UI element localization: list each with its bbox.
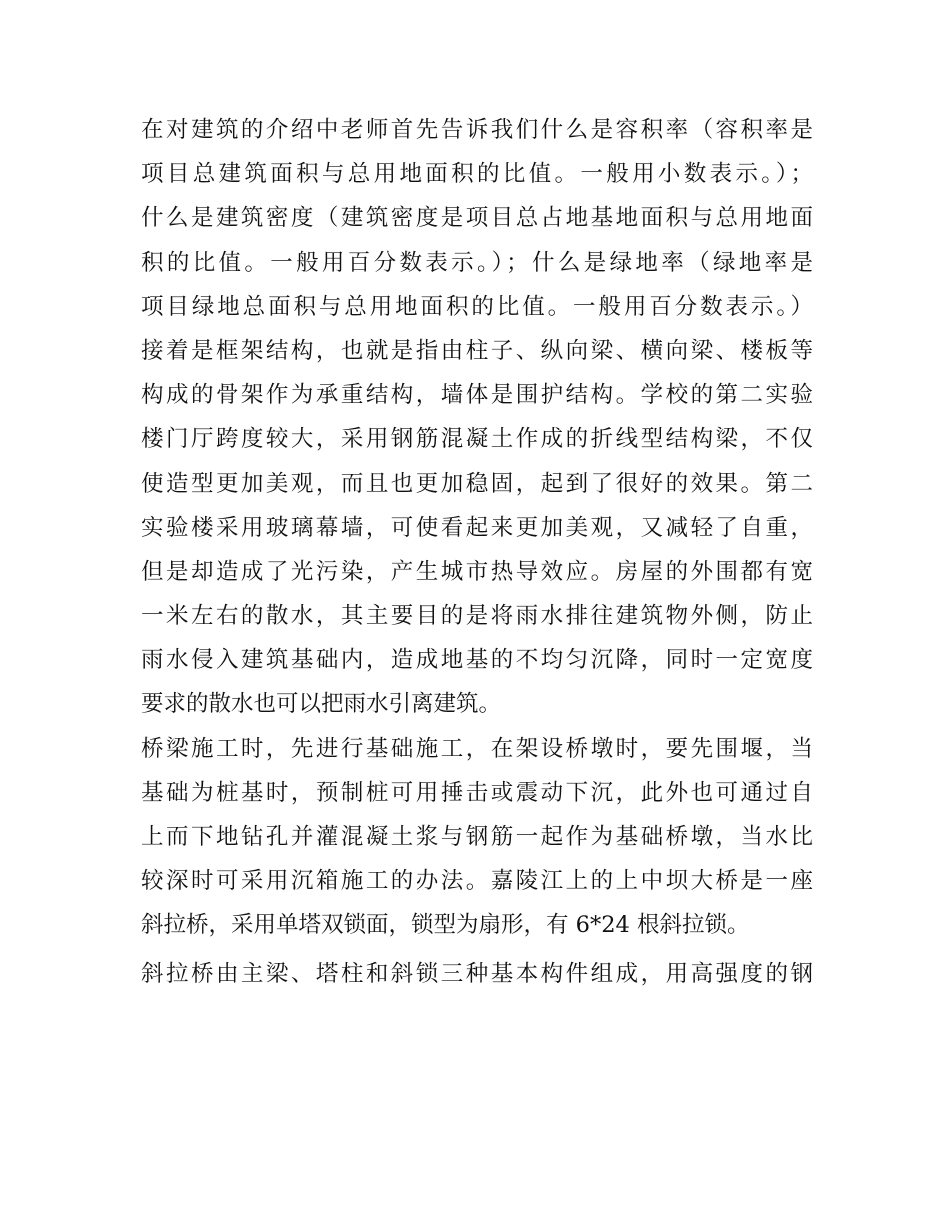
paragraph xyxy=(141,108,813,727)
text-line: 使造型更加美观，而且也更加稳固，起到了很好的效果。第二 xyxy=(141,470,813,497)
text-line: 积的比值。一般用百分数表示。）；什么是绿地率（绿地率是 xyxy=(141,249,813,276)
text-line: 一米左右的散水，其主要目的是将雨水排往建筑物外侧，防止 xyxy=(141,603,813,630)
text-line: 但是却造成了光污染，产生城市热导效应。房屋的外围都有宽 xyxy=(141,558,813,585)
text-line: 较深时可采用沉箱施工的办法。嘉陵江上的上中坝大桥是一座 xyxy=(141,868,813,895)
text-line: 斜拉桥由主梁、塔柱和斜锁三种基本构件组成，用高强度的钢 xyxy=(141,960,813,987)
text-line: 接着是框架结构，也就是指由柱子、纵向梁、横向梁、楼板等 xyxy=(141,337,813,364)
text-line: 上而下地钻孔并灌混凝土浆与钢筋一起作为基础桥墩，当水比 xyxy=(141,824,813,850)
text-line: 斜拉桥，采用单塔双锁面，锁型为扇形，有 6*24 根斜拉锁。 xyxy=(141,912,750,939)
text-line: 实验楼采用玻璃幕墙，可使看起来更加美观，又减轻了自重， xyxy=(141,514,813,541)
text-line: 在对建筑的介绍中老师首先告诉我们什么是容积率（容积率是 xyxy=(141,117,813,143)
text-line: 项目总建筑面积与总用地面积的比值。一般用小数表示。）； xyxy=(141,161,813,188)
text-line: 楼门厅跨度较大，采用钢筋混凝土作成的折线型结构梁，不仅 xyxy=(141,426,813,453)
text-line: 构成的骨架作为承重结构，墙体是围护结构。学校的第二实验 xyxy=(141,382,813,409)
paragraph xyxy=(141,727,813,948)
text-line: 基础为桩基时，预制桩可用捶击或震动下沉，此外也可通过自 xyxy=(141,779,813,806)
text-line: 桥梁施工时，先进行基础施工，在架设桥墩时，要先围堰，当 xyxy=(141,735,813,762)
paragraph xyxy=(141,952,813,996)
text-line: 要求的散水也可以把雨水引离建筑。 xyxy=(141,691,502,718)
text-line: 雨水侵入建筑基础内，造成地基的不均匀沉降，同时一定宽度 xyxy=(141,647,813,674)
text-line: 项目绿地总面积与总用地面积的比值。一般用百分数表示。） xyxy=(141,293,813,320)
text-line: 什么是建筑密度（建筑密度是项目总占地基地面积与总用地面 xyxy=(141,205,813,232)
document-body xyxy=(141,108,813,996)
